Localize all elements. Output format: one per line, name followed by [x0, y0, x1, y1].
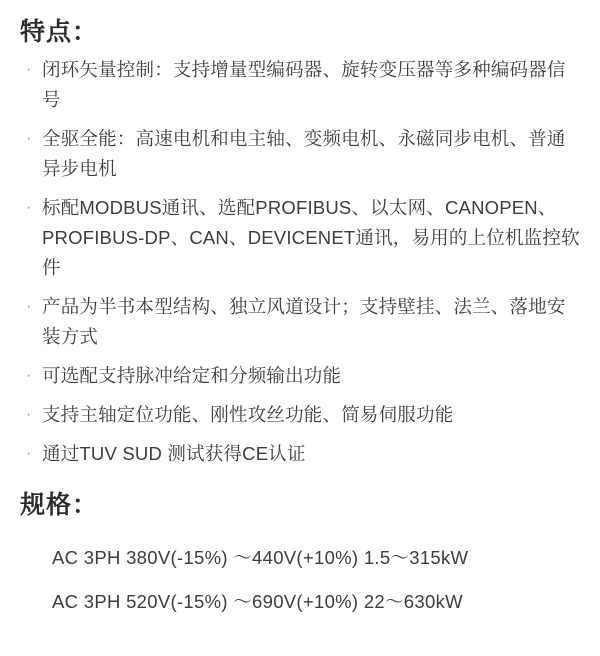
features-heading: 特点：: [20, 18, 99, 46]
list-item: [22, 361, 582, 391]
list-item: [22, 292, 582, 352]
bullet-icon: ·: [26, 444, 32, 462]
bullet-icon: ·: [26, 405, 32, 423]
list-item: AC 3PH 520V(-15%) ～690V(+10%) 22～630kW: [52, 591, 463, 612]
bullet-icon: ·: [26, 366, 32, 384]
bullet-icon: ·: [26, 129, 32, 147]
feature-text: 闭环矢量控制：支持增量型编码器、旋转变压器等多种编码器信号: [42, 58, 566, 110]
feature-text: 产品为半书本型结构、独立风道设计；支持壁挂、法兰、落地安装方式: [42, 295, 566, 347]
feature-text: 全驱全能：高速电机和电主轴、变频电机、永磁同步电机、普通异步电机: [42, 127, 566, 179]
feature-text: 通过TUV SUD 测试获得CE认证: [42, 442, 306, 464]
list-item: [22, 400, 582, 430]
features-list: [18, 55, 582, 469]
list-item: [22, 439, 582, 469]
bullet-icon: ·: [26, 198, 32, 216]
feature-text: 标配MODBUS通讯、选配PROFIBUS、以太网、CANOPEN、PROFIBUS-DP、CAN、DEVICENET通讯，易用的上位机监控软件: [42, 196, 580, 278]
bullet-icon: ·: [26, 60, 32, 78]
bullet-icon: ·: [26, 297, 32, 315]
feature-text: 可选配支持脉冲给定和分频输出功能: [42, 364, 342, 386]
feature-text: 支持主轴定位功能、刚性攻丝功能、简易伺服功能: [42, 403, 454, 425]
list-item: [22, 193, 582, 283]
specifications-heading: 规格：: [20, 490, 99, 519]
list-item: AC 3PH 380V(-15%) ～440V(+10%) 1.5～315kW: [52, 547, 469, 568]
list-item: [22, 55, 582, 115]
list-item: [22, 124, 582, 184]
specifications-list: [18, 543, 582, 617]
